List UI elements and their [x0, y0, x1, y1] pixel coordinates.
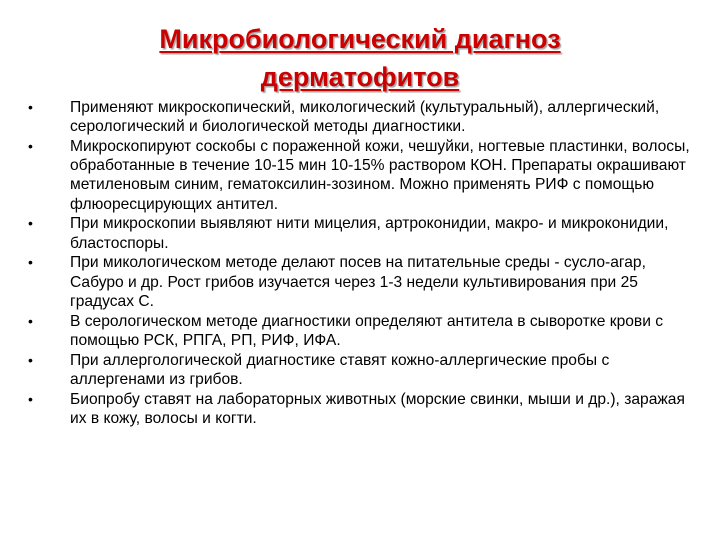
list-item-text: В серологическом методе диагностики определяют антитела в сыворотке крови с помощью РСК, РПГА, РП, РИФ, ИФА. [70, 312, 664, 349]
slide-title-line-2: дерматофитов [260, 62, 460, 92]
slide-title [60, 20, 660, 96]
bullet-icon: • [28, 312, 33, 329]
list-item-text: При аллергологической диагностике ставят кожно-аллергические пробы с аллергенами из грибов. [70, 351, 610, 388]
list-item [28, 390, 700, 428]
list-item [28, 312, 700, 350]
list-item [28, 351, 700, 389]
slide-title-line-1: Микробиологический диагноз [159, 24, 561, 54]
list-item [28, 98, 700, 136]
list-item-text: При микроскопии выявляют нити мицелия, артроконидии, макро- и микроконидии, бластоспоры. [70, 215, 669, 252]
list-item-text: Биопробу ставят на лабораторных животных (морские свинки, мыши и др.), заражая их в кожу, волосы и когти. [70, 390, 685, 427]
bullet-icon: • [28, 390, 33, 407]
list-item-text: Микроскопируют соскобы с пораженной кожи, чешуйки, ногтевые пластинки, волосы, обработанные в течение 10-15 мин 10-15% раствором КОН. Препараты окрашивают метиленовым синим, гематоксилин-зозином. Можно применять РИФ с помощью флюоресцирующих антител. [70, 138, 690, 213]
bullet-icon: • [28, 99, 33, 115]
bullet-icon: • [28, 351, 33, 368]
bullet-icon: • [28, 254, 33, 271]
bullet-list [28, 98, 700, 429]
list-item-text: Применяют микроскопический, микологический (культуральный), аллергический, серологический и биологической методы диагностики. [70, 99, 660, 136]
list-item [28, 137, 700, 214]
list-item [28, 214, 700, 252]
list-item-text: При микологическом методе делают посев на питательные среды - сусло-агар, Сабуро и др. Рост грибов изучается через 1-3 недели культивирования при 25 градусах С. [70, 254, 646, 310]
bullet-icon: • [28, 215, 33, 232]
list-item [28, 253, 700, 311]
bullet-icon: • [28, 138, 33, 154]
